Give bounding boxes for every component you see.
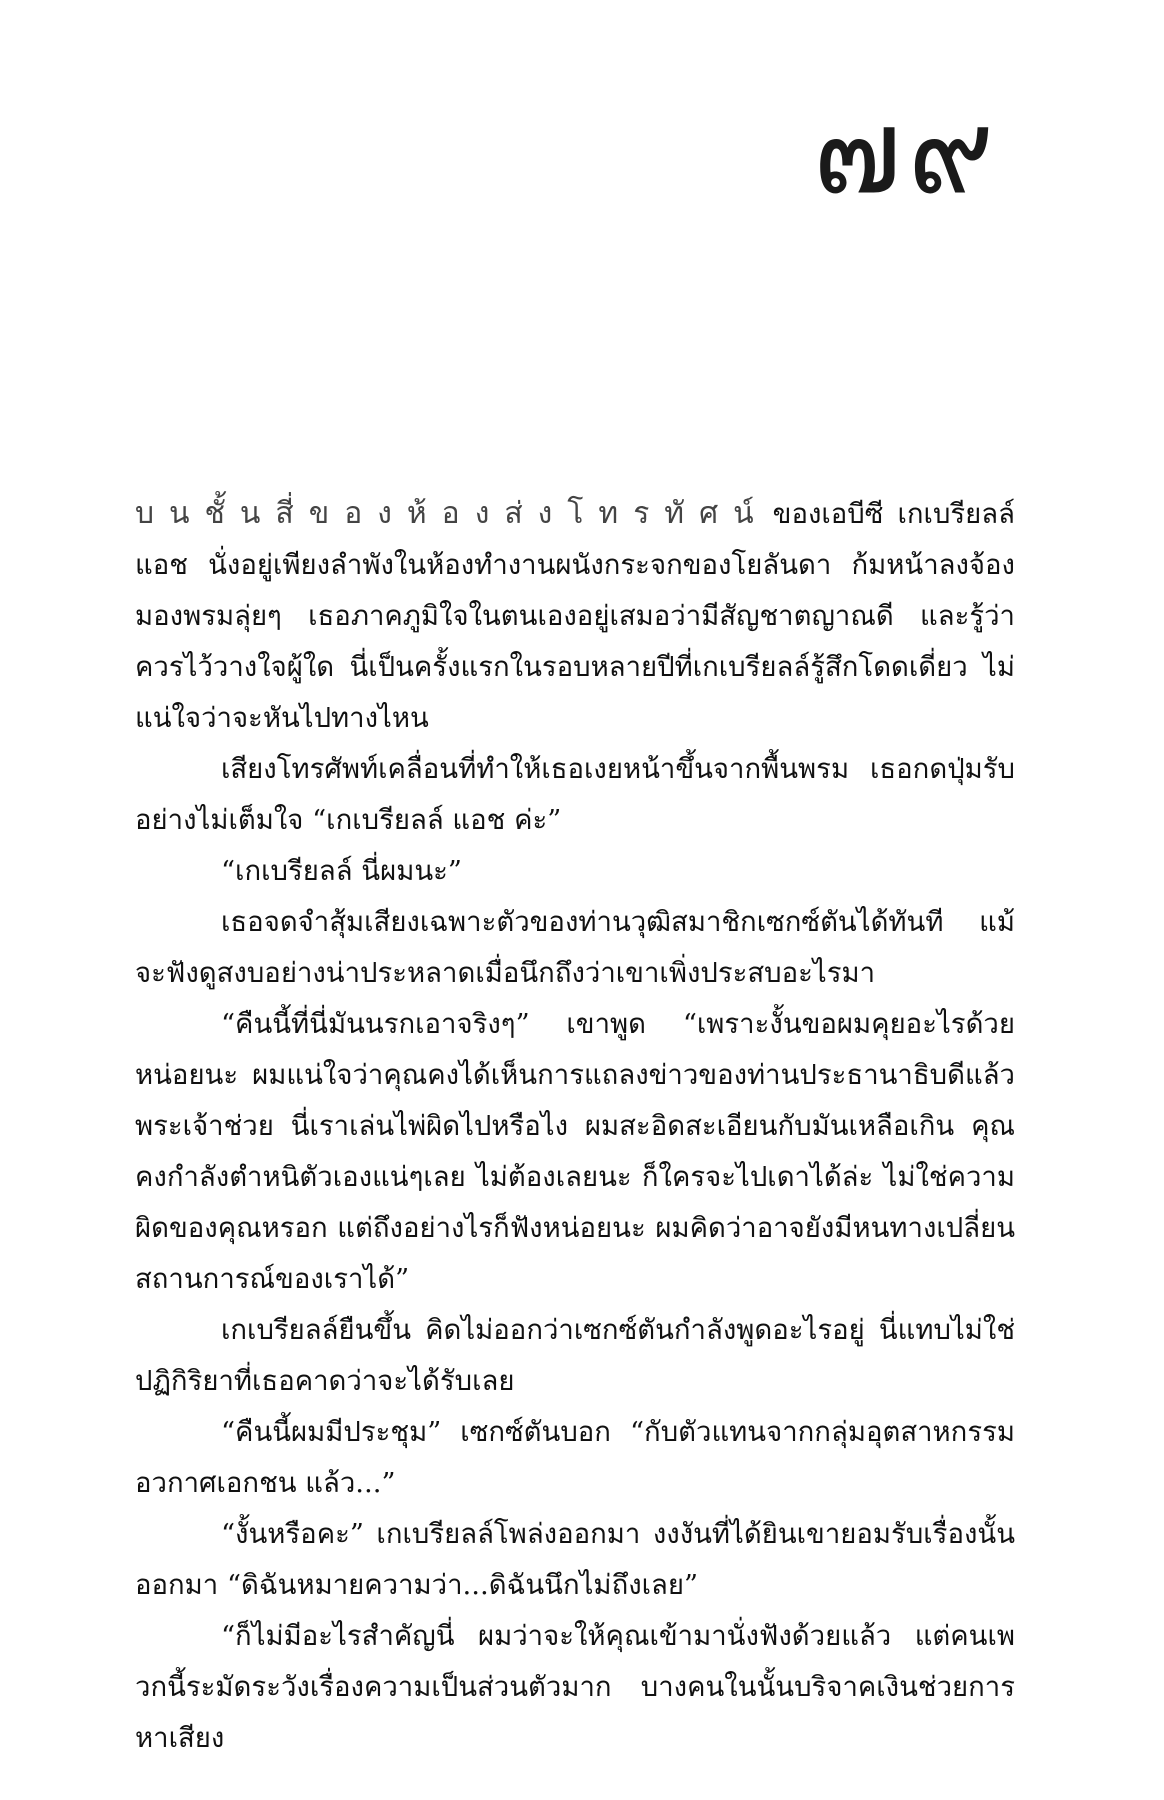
paragraph-5: “คืนนี้ที่นี่มันนรกเอาจริงๆ” เขาพูด “เพราะงั้นขอผมคุยอะไรด้วยหน่อยนะ ผมแน่ใจว่าคุณคงได้เห็นการแถลงข่าวของท่านประธานาธิบดีแล้ว พระเจ้าช่วย นี่เราเล่นไพ่ผิดไปหรือไง ผมสะอิดสะเอียนกับมันเหลือเกิน คุณคงกำลังตำหนิตัวเองแน่ๆเลย ไม่ต้องเลยนะ ก็ใครจะไปเดาได้ล่ะ ไม่ใช่ความผิดของคุณหรอก แต่ถึงอย่างไรก็ฟังหน่อยนะ ผมคิดว่าอาจยังมีหนทางเปลี่ยนสถานการณ์ของเราได้” xyxy=(135,1008,1015,1295)
chapter-body-text xyxy=(135,488,1015,1764)
chapter-number: ๗๙ xyxy=(812,82,1000,220)
paragraph-1 xyxy=(135,488,1015,744)
paragraph-8: “งั้นหรือคะ” เกเบรียลล์โพล่งออกมา งงงันที่ได้ยินเขายอมรับเรื่องนั้นออกมา “ดิฉันหมายความว่า...ดิฉันนึกไม่ถึงเลย” xyxy=(135,1518,1015,1601)
paragraph-1-text: ของเอบีซี เกเบรียลล์ แอช นั่งอยู่เพียงลำพังในห้องทำงานผนังกระจกของโยลันดา ก้มหน้าลงจ้องมองพรมลุ่ยๆ เธอภาคภูมิใจในตนเองอยู่เสมอว่ามีสัญชาตญาณดี และรู้ว่าควรไว้วางใจผู้ใด นี่เป็นครั้งแรกในรอบหลายปีที่เกเบรียลล์รู้สึกโดดเดี่ยว ไม่แน่ใจว่าจะหันไปทางไหน xyxy=(135,498,1015,734)
opening-words: บนชั้นสี่ของห้องส่งโทรทัศน์ xyxy=(135,496,769,531)
paragraph-7: “คืนนี้ผมมีประชุม” เซกซ์ตันบอก “กับตัวแทนจากกลุ่มอุตสาหกรรมอวกาศเอกชน แล้ว...” xyxy=(135,1416,1015,1499)
paragraph-2: เสียงโทรศัพท์เคลื่อนที่ทำให้เธอเงยหน้าขึ้นจากพื้นพรม เธอกดปุ่มรับอย่างไม่เต็มใจ “เกเบรียลล์ แอช ค่ะ” xyxy=(135,753,1015,836)
paragraph-3: “เกเบรียลล์ นี่ผมนะ” xyxy=(221,855,462,887)
paragraph-9: “ก็ไม่มีอะไรสำคัญนี่ ผมว่าจะให้คุณเข้ามานั่งฟังด้วยแล้ว แต่คนเพวกนี้ระมัดระวังเรื่องความเป็นส่วนตัวมาก บางคนในนั้นบริจาคเงินช่วยการหาเสียง xyxy=(135,1620,1015,1754)
paragraph-4: เธอจดจำสุ้มเสียงเฉพาะตัวของท่านวุฒิสมาชิกเซกซ์ตันได้ทันที แม้จะฟังดูสงบอย่างน่าประหลาดเมื่อนึกถึงว่าเขาเพิ่งประสบอะไรมา xyxy=(135,906,1015,989)
paragraph-6: เกเบรียลล์ยืนขึ้น คิดไม่ออกว่าเซกซ์ตันกำลังพูดอะไรอยู่ นี่แทบไม่ใช่ปฏิกิริยาที่เธอคาดว่าจะได้รับเลย xyxy=(135,1314,1015,1397)
